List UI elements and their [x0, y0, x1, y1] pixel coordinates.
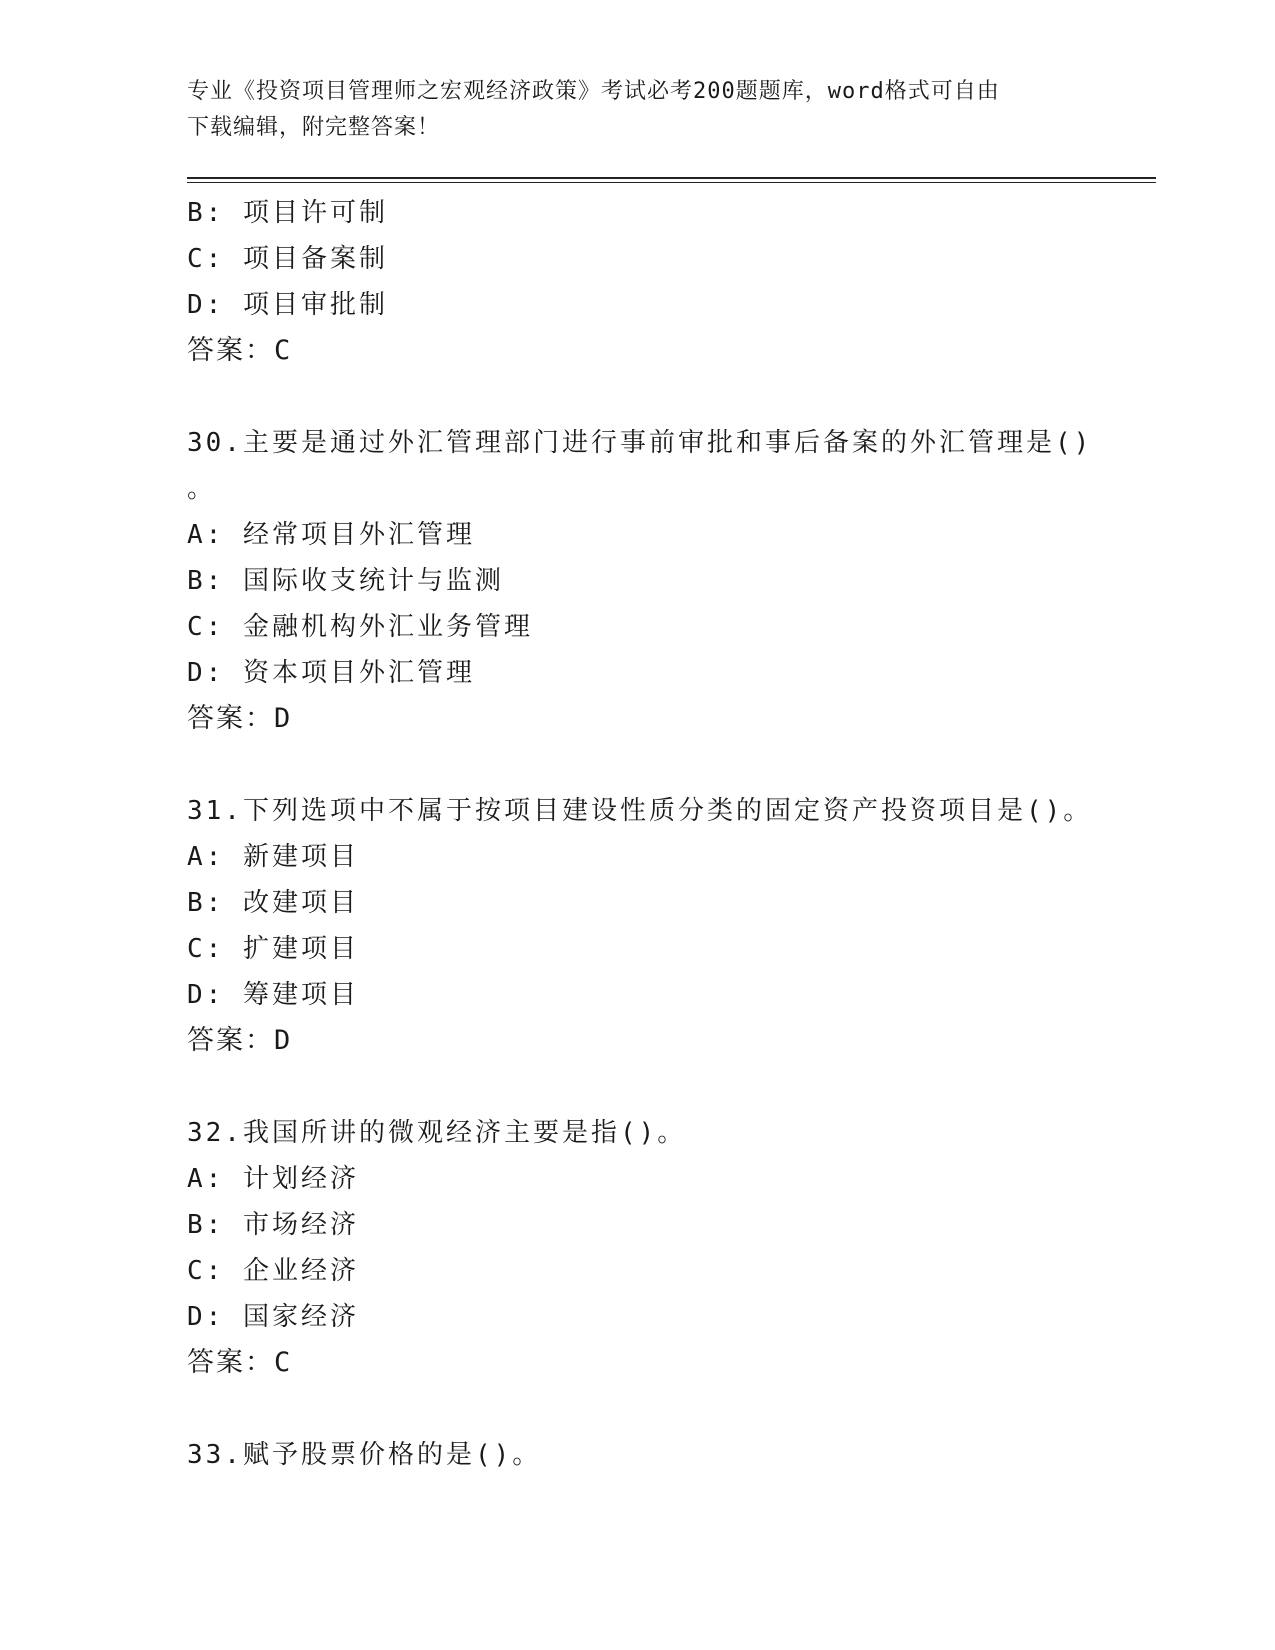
question-stem: 30.主要是通过外汇管理部门进行事前审批和事后备案的外汇管理是(): [187, 428, 1093, 458]
answer-line: [187, 1018, 1087, 1064]
header-divider-thin: [187, 182, 1156, 183]
header-divider: [187, 177, 1156, 179]
answer-value: C: [274, 335, 293, 366]
question-31: [187, 788, 1093, 1064]
question-29: [187, 190, 1087, 374]
question-stem: 33.赋予股票价格的是()。: [187, 1440, 542, 1470]
document-header: [187, 74, 1067, 146]
option-d: D: 项目审批制: [187, 290, 388, 320]
option-b: B: 改建项目: [187, 888, 359, 918]
option-b: B: 项目许可制: [187, 198, 388, 228]
answer-value: D: [274, 703, 293, 734]
answer-value: C: [274, 1347, 293, 1378]
option-a: A: 经常项目外汇管理: [187, 520, 475, 550]
question-33: [187, 1432, 1087, 1478]
answer-line: [187, 696, 1087, 742]
answer-line: [187, 1340, 1087, 1386]
answer-label: 答案：: [187, 335, 274, 366]
answer-value: D: [274, 1025, 293, 1056]
answer-label: 答案：: [187, 1025, 274, 1056]
answer-label: 答案：: [187, 703, 274, 734]
question-stem: 32.我国所讲的微观经济主要是指()。: [187, 1118, 687, 1148]
option-c: C: 项目备案制: [187, 244, 388, 274]
answer-line: [187, 328, 1087, 374]
option-d: D: 资本项目外汇管理: [187, 658, 475, 688]
option-a: A: 计划经济: [187, 1164, 359, 1194]
question-stem: 31.下列选项中不属于按项目建设性质分类的固定资产投资项目是()。: [187, 796, 1093, 826]
question-32: [187, 1110, 1087, 1386]
question-30: [187, 420, 1093, 742]
option-d: D: 国家经济: [187, 1302, 359, 1332]
option-b: B: 市场经济: [187, 1210, 359, 1240]
option-c: C: 金融机构外汇业务管理: [187, 612, 533, 642]
option-b: B: 国际收支统计与监测: [187, 566, 504, 596]
option-c: C: 企业经济: [187, 1256, 359, 1286]
answer-label: 答案：: [187, 1347, 274, 1378]
header-title-line-2: 下载编辑，附完整答案！: [187, 115, 441, 140]
option-c: C: 扩建项目: [187, 934, 359, 964]
option-d: D: 筹建项目: [187, 980, 359, 1010]
header-title-line-1: 专业《投资项目管理师之宏观经济政策》考试必考200题题库，word格式可自由: [187, 79, 1000, 104]
question-list: [187, 190, 1093, 1478]
option-a: A: 新建项目: [187, 842, 359, 872]
question-stem-continued: 。: [187, 474, 217, 504]
